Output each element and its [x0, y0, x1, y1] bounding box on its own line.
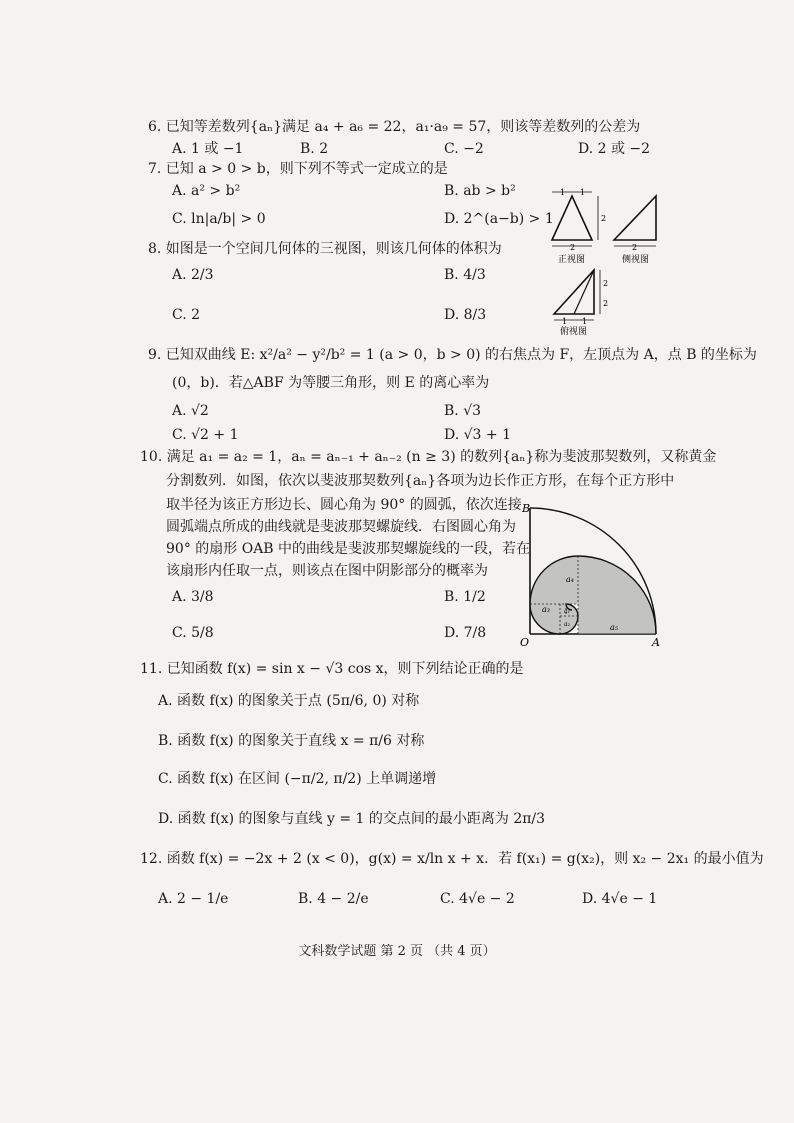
- a1-label: a₁: [564, 608, 570, 615]
- front-view-label: 正视图: [558, 255, 586, 265]
- q6-stem: 6. 已知等差数列{aₙ}满足 a₄ + a₆ = 22，a₁·a₉ = 57，则该等差数列的公差为: [148, 119, 641, 135]
- q12-option-d: D. 4√e − 1: [582, 891, 658, 907]
- q7-stem: 7. 已知 a > 0 > b，则下列不等式一定成立的是: [148, 161, 448, 177]
- q10-stem-line3: 取半径为该正方形边长、圆心角为 90° 的圆弧，依次连接: [166, 497, 522, 513]
- q12-option-c: C. 4√e − 2: [440, 891, 515, 907]
- top-view-triangle: [554, 270, 594, 314]
- q7-option-a: A. a² > b²: [172, 183, 241, 199]
- q10-option-d: D. 7/8: [444, 625, 487, 641]
- q10-stem-line4: 圆弧端点所成的曲线就是斐波那契螺旋线．右图圆心角为: [166, 519, 516, 535]
- q9-stem-line2: (0，b)．若△ABF 为等腰三角形，则 E 的离心率为: [172, 375, 490, 391]
- q8-option-b: B. 4/3: [444, 267, 486, 283]
- point-b-label: B: [522, 502, 531, 515]
- point-a-label: A: [652, 636, 660, 649]
- q8-option-a: A. 2/3: [172, 267, 214, 283]
- dim-label: 2: [632, 243, 638, 252]
- q11-option-d: D. 函数 f(x) 的图象与直线 y = 1 的交点间的最小距离为 2π/3: [158, 811, 546, 827]
- a2-label: a₂: [564, 621, 570, 628]
- q8-stem: 8. 如图是一个空间几何体的三视图，则该几何体的体积为: [148, 241, 502, 257]
- q6-option-c: C. −2: [444, 141, 484, 157]
- q7-option-b: B. ab > b²: [444, 183, 516, 199]
- q10-option-c: C. 5/8: [172, 625, 214, 641]
- a5-label: a₅: [610, 623, 618, 632]
- top-view-label: 俯视图: [560, 327, 588, 336]
- dim-label: 2: [601, 214, 607, 223]
- point-o-label: O: [520, 636, 530, 649]
- dim-label: 1: [582, 317, 588, 326]
- q9-option-a: A. √2: [172, 403, 209, 419]
- q9-stem-line1: 9. 已知双曲线 E: x²/a² − y²/b² = 1 (a > 0，b > 0) 的右焦点为 F，左顶点为 A，点 B 的坐标为: [148, 347, 757, 363]
- q10-option-b: B. 1/2: [444, 589, 486, 605]
- side-view-label: 侧视图: [622, 255, 650, 265]
- q10-stem-line5: 90° 的扇形 OAB 中的曲线是斐波那契螺旋线的一段，若在: [166, 541, 531, 557]
- dim-label: 1: [562, 317, 568, 326]
- dim-label: 1: [560, 188, 566, 197]
- q12-stem: 12. 函数 f(x) = −2x + 2 (x < 0)，g(x) = x/ln x + x．若 f(x₁) = g(x₂)，则 x₂ − 2x₁ 的最小值为: [140, 851, 764, 867]
- q7-option-c: C. ln|a/b| > 0: [172, 211, 266, 227]
- q9-option-d: D. √3 + 1: [444, 427, 511, 443]
- q8-option-d: D. 8/3: [444, 307, 487, 323]
- three-view-diagram: [548, 186, 668, 336]
- dim-label: 1: [580, 188, 586, 197]
- front-view-triangle: [552, 196, 592, 240]
- q12-option-b: B. 4 − 2/e: [298, 891, 369, 907]
- q9-option-b: B. √3: [444, 403, 482, 419]
- fibonacci-spiral-diagram: [518, 500, 668, 650]
- q6-option-a: A. 1 或 −1: [172, 141, 244, 157]
- q6-option-b: B. 2: [300, 141, 329, 157]
- dim-label: 2: [603, 279, 609, 288]
- q10-stem-line2: 分割数列．如图，依次以斐波那契数列{aₙ}各项为边长作正方形，在每个正方形中: [166, 473, 675, 489]
- dim-label: 2: [570, 243, 576, 252]
- q11-stem: 11. 已知函数 f(x) = sin x − √3 cos x，则下列结论正确的是: [140, 661, 524, 677]
- q10-stem-line1: 10. 满足 a₁ = a₂ = 1，aₙ = aₙ₋₁ + aₙ₋₂ (n ≥ 3) 的数列{aₙ}称为斐波那契数列，又称黄金: [140, 449, 717, 465]
- q8-option-c: C. 2: [172, 307, 201, 323]
- q10-option-a: A. 3/8: [172, 589, 214, 605]
- page-footer: 文科数学试题 第 2 页 （共 4 页）: [298, 944, 496, 959]
- q11-option-a: A. 函数 f(x) 的图象关于点 (5π/6, 0) 对称: [158, 693, 420, 709]
- q6-option-d: D. 2 或 −2: [578, 141, 651, 157]
- q9-option-c: C. √2 + 1: [172, 427, 239, 443]
- side-view-triangle: [614, 196, 656, 240]
- q7-option-d: D. 2^(a−b) > 1: [444, 211, 554, 227]
- dim-label: 2: [603, 299, 609, 308]
- a4-label: a₄: [566, 575, 574, 584]
- q11-option-b: B. 函数 f(x) 的图象关于直线 x = π/6 对称: [158, 733, 425, 749]
- q10-stem-line6: 该扇形内任取一点，则该点在图中阴影部分的概率为: [166, 563, 488, 579]
- q11-option-c: C. 函数 f(x) 在区间 (−π/2, π/2) 上单调递增: [158, 771, 437, 787]
- a3-label: a₃: [542, 605, 550, 614]
- q12-option-a: A. 2 − 1/e: [158, 891, 229, 907]
